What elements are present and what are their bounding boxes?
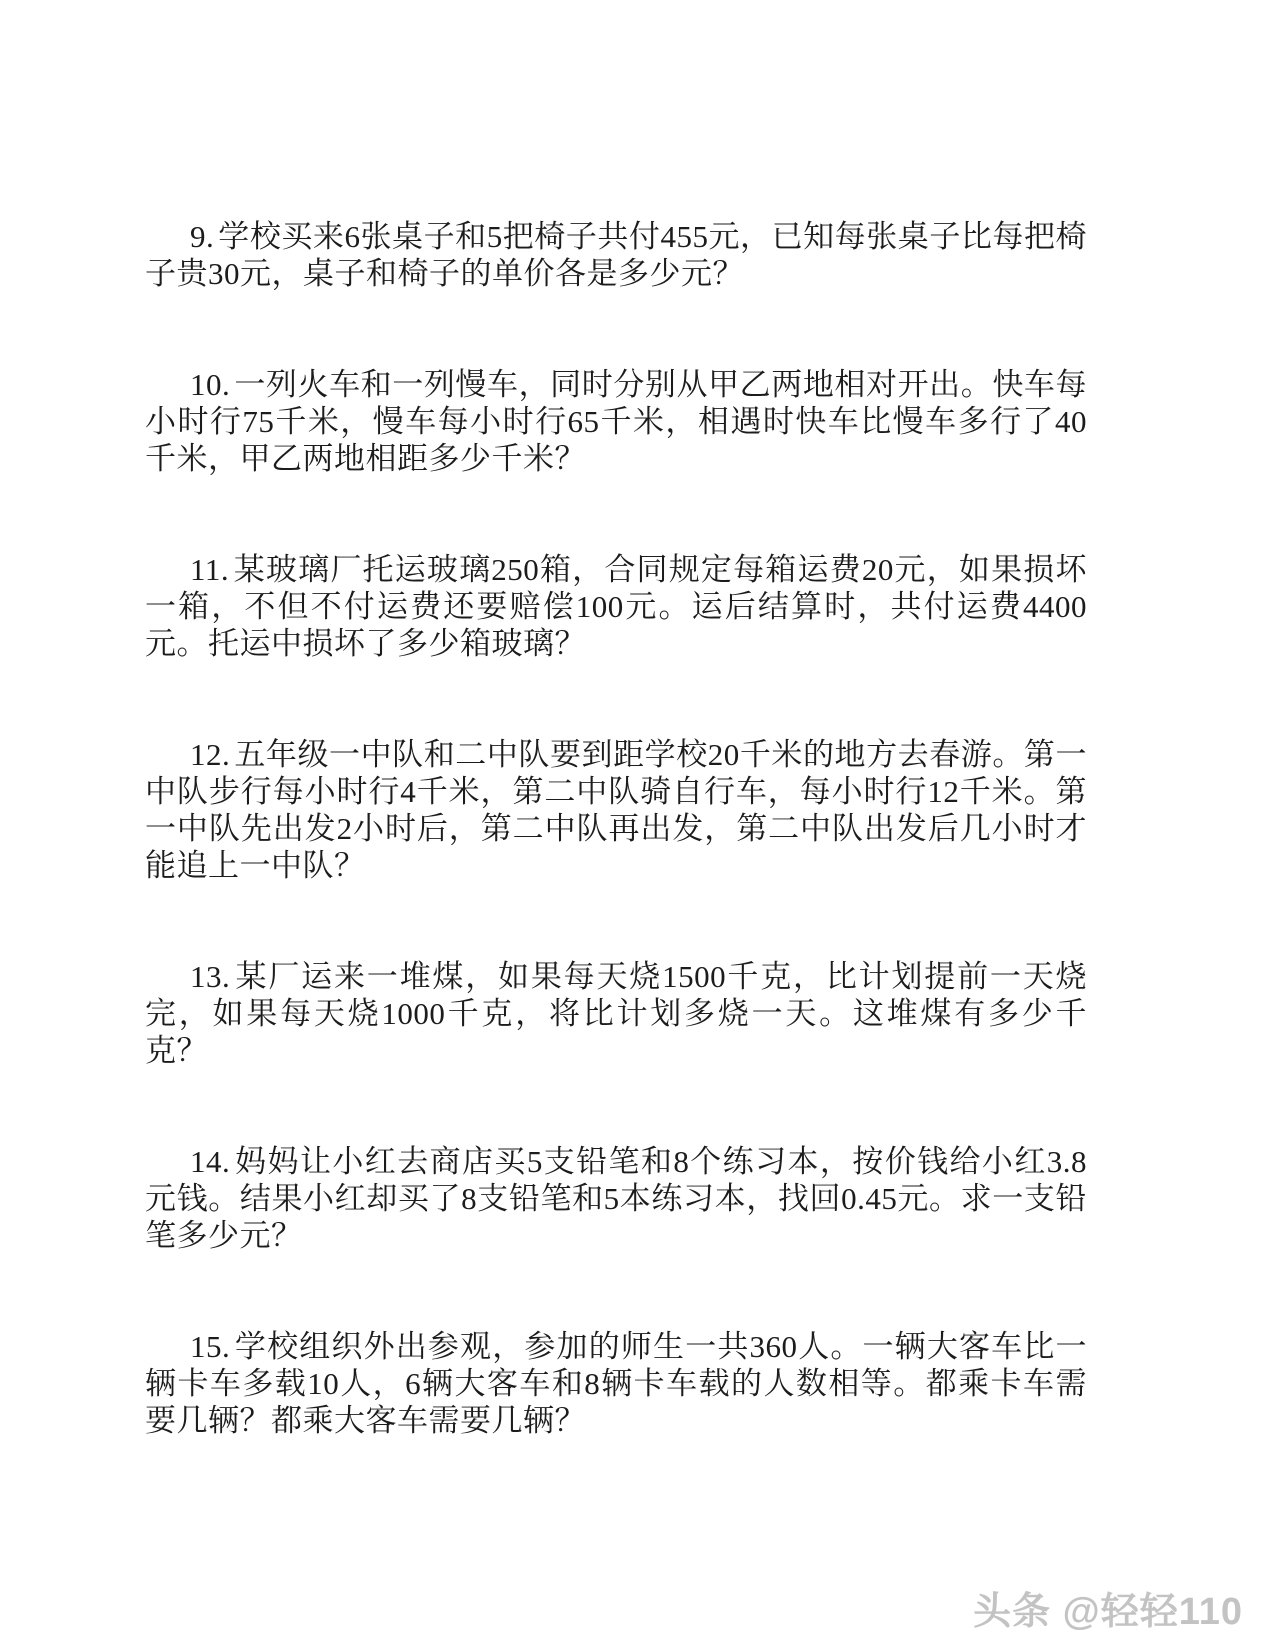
problem-number: 10.	[190, 367, 231, 402]
problem-text: 一列火车和一列慢车，同时分别从甲乙两地相对开出。快车每小时行75千米，慢车每小时行65千米，相遇时快车比慢车多行了40千米，甲乙两地相距多少千米？	[145, 367, 1087, 476]
problem-item-15	[145, 1328, 1087, 1439]
problem-number: 11.	[190, 552, 230, 587]
problem-text: 某厂运来一堆煤，如果每天烧1500千克，比计划提前一天烧完，如果每天烧1000千克，将比计划多烧一天。这堆煤有多少千克？	[145, 959, 1087, 1068]
problem-number: 12.	[190, 737, 231, 772]
problem-number: 14.	[190, 1144, 231, 1179]
problem-text: 学校买来6张桌子和5把椅子共付455元，已知每张桌子比每把椅子贵30元，桌子和椅子的单价各是多少元？	[145, 219, 1087, 291]
problem-text: 妈妈让小红去商店买5支铅笔和8个练习本，按价钱给小红3.8元钱。结果小红却买了8支铅笔和5本练习本，找回0.45元。求一支铅笔多少元？	[145, 1144, 1087, 1253]
problem-list	[145, 218, 1087, 1513]
problem-text: 五年级一中队和二中队要到距学校20千米的地方去春游。第一中队步行每小时行4千米，第二中队骑自行车，每小时行12千米。第一中队先出发2小时后，第二中队再出发，第二中队出发后几小时才能追上一中队？	[145, 737, 1087, 883]
watermark: 头条 @轻轻110	[973, 1591, 1243, 1633]
problem-text: 某玻璃厂托运玻璃250箱，合同规定每箱运费20元，如果损坏一箱，不但不付运费还要赔偿100元。运后结算时，共付运费4400元。托运中损坏了多少箱玻璃？	[145, 552, 1087, 661]
problem-number: 9.	[190, 219, 215, 254]
problem-item-12	[145, 736, 1087, 884]
problem-item-14	[145, 1143, 1087, 1254]
problem-item-9	[145, 218, 1087, 292]
problem-number: 13.	[190, 959, 231, 994]
problem-item-11	[145, 551, 1087, 662]
problem-text: 学校组织外出参观，参加的师生一共360人。一辆大客车比一辆卡车多载10人，6辆大客车和8辆卡车载的人数相等。都乘卡车需要几辆？都乘大客车需要几辆？	[145, 1329, 1087, 1438]
problem-item-10	[145, 366, 1087, 477]
problem-number: 15.	[190, 1329, 231, 1364]
problem-item-13	[145, 958, 1087, 1069]
